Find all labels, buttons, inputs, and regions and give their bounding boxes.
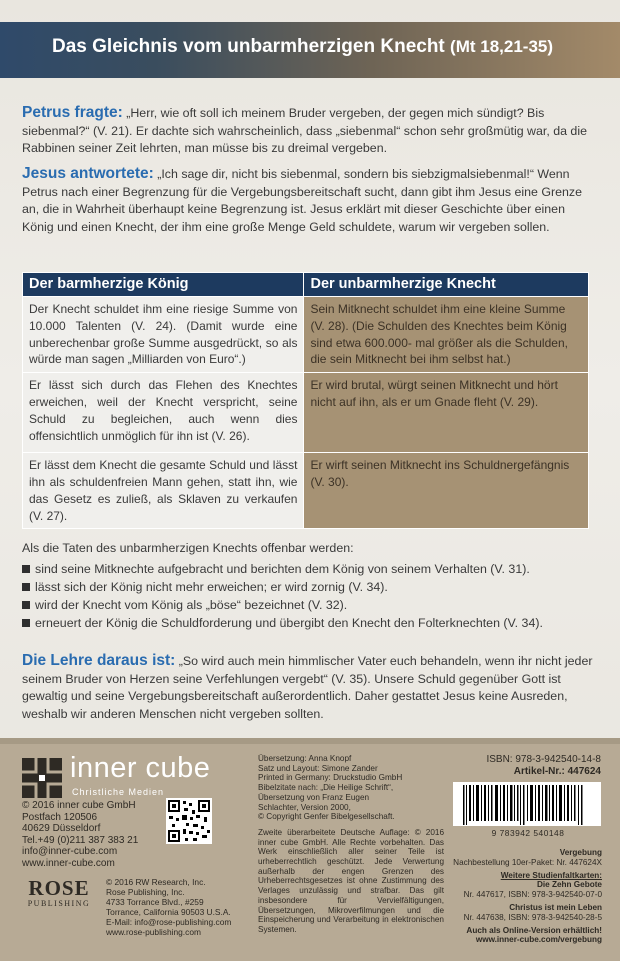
address-line: www.inner-cube.com: [22, 857, 115, 869]
more-card-title: Christus ist mein Leben: [509, 902, 602, 912]
imprint-line: Übersetzung: Anna Knopf: [258, 754, 352, 763]
publisher-address: [22, 800, 138, 870]
list-item-text: sind seine Mitknechte aufgebracht und berichten dem König von seinem Verhalten (V. 31).: [35, 562, 530, 576]
imprint: [258, 754, 444, 935]
more-cards-title: Weitere Studienfaltkarten:: [500, 870, 602, 880]
bullet-square-icon: [22, 619, 30, 627]
address-line: Tel.+49 (0)211 387 383 21: [22, 834, 139, 846]
address-line: 40629 Düsseldorf: [22, 823, 101, 835]
page-title: [52, 36, 553, 58]
article-number: Artikel-Nr.: 447624: [513, 766, 601, 777]
petrus-paragraph: [22, 104, 600, 158]
list-item-text: erneuert der König die Schuldforderung und übergibt den Knecht den Folterknechten (V. 34).: [35, 616, 543, 630]
bullet-square-icon: [22, 601, 30, 609]
table-cell-koenig: Er lässt sich durch das Flehen des Knechtes erweichen, weil der Knecht verspricht, seine Schuld zu begleichen, auch wenn dies offensichtlich unmöglich für ihn ist (V. 26).: [23, 373, 304, 453]
list-item: [22, 560, 543, 578]
isbn: ISBN: 978-3-942540-14-8: [486, 754, 601, 765]
barcode-number: 9 783942 540148: [491, 828, 565, 838]
address-line: info@inner-cube.com: [22, 846, 118, 858]
jesus-lead: Jesus antwortete:: [22, 165, 154, 182]
petrus-text: „Herr, wie oft soll ich meinem Bruder vergeben, der gegen mich sündigt? Bis siebenmal?“ (V. 21). Er dachte sich wahrscheinlich, dass „siebenmal“ schon sehr großmütig war, da die Rabbinen seiner Zeit lehrten, man müsse bis zu dreimal vergeben.: [22, 106, 587, 156]
imprint-line: Übersetzung von Franz Eugen: [258, 792, 370, 802]
imprint-line: Satz und Layout: Simone Zander: [258, 763, 378, 773]
order-line: Nachbestellung 10er-Paket: Nr. 447624X: [453, 857, 602, 867]
address-line: Postfach 120506: [22, 811, 98, 823]
lesson-paragraph: [22, 652, 600, 723]
isbn-block: [455, 754, 601, 778]
imprint-line: Schlachter, Version 2000,: [258, 802, 351, 812]
address-line: Torrance, California 90503 U.S.A.: [106, 907, 231, 917]
list-item: [22, 596, 543, 614]
more-card-number: Nr. 447617, ISBN: 978-3-942540-07-0: [463, 890, 602, 900]
jesus-paragraph: [22, 165, 600, 236]
imprint-line: Bibelzitate nach: „Die Heilige Schrift“,: [258, 783, 394, 793]
address-line: © 2016 RW Research, Inc.: [106, 877, 206, 887]
imprint-line: Printed in Germany: Druckstudio GmbH: [258, 773, 403, 783]
brand-subtitle: Christliche Medien: [72, 787, 165, 797]
rights-notice: Zweite überarbeitete Deutsche Auflage: © 2016 inner cube GmbH. Alle Rechte vorbehalten. Das Werk einschließlich aller seiner Teile ist urheberrechtlich geschützt. Jede Verwertung außerhalb der engen Grenzen des Urheberrechtsgesetzes ist ohne Zustimmung des Verlages unzulässig und strafbar. Das gilt insbesondere für Vervielfältigungen, Übersetzungen, Mikroverfilmungen und die Einspeicherung und Verarbeitung in elektronischen Systemen.: [258, 827, 444, 934]
address-line: Rose Publishing, Inc.: [106, 887, 185, 897]
table-cell-knecht: Er wirft seinen Mitknecht ins Schuldnergefängnis (V. 30).: [304, 453, 589, 529]
lesson-lead: Die Lehre daraus ist:: [22, 652, 176, 669]
comparison-table: [22, 272, 589, 529]
table-header-row: [23, 273, 589, 297]
table-cell-knecht: Er wird brutal, würgt seinen Mitknecht und hört nicht auf ihn, als er um Gnade fleht (V. 29).: [304, 373, 589, 453]
acts-list: [22, 560, 543, 632]
acts-intro: Als die Taten des unbarmherzigen Knechts offenbar werden:: [22, 541, 354, 555]
footer-divider: [0, 738, 620, 744]
table-row: [23, 373, 589, 453]
table-header-koenig: Der barmherzige König: [23, 273, 304, 297]
rose-logo-subtext: PUBLISHING: [27, 899, 91, 908]
bullet-square-icon: [22, 583, 30, 591]
more-card-number: Nr. 447638, ISBN: 978-3-942540-28-5: [463, 912, 602, 922]
table-row: [23, 297, 589, 373]
table-header-knecht: Der unbarmherzige Knecht: [304, 273, 589, 297]
lesson-text: „So wird auch mein himmlischer Vater euch behandeln, wenn ihr nicht jeder seinem Bruder von Herzen seine Verfehlungen vergebt“ (V. 35). Unsere Schuld gegenüber Gott ist gewaltig und seine Vergebungsbereitschaft außerordentlich. Daher gestattet Jesus keine Ausreden, weshalb wir anderen Menschen nicht vergeben sollten.: [22, 654, 593, 721]
order-title: Vergebung: [559, 848, 602, 857]
table-cell-koenig: Der Knecht schuldet ihm eine riesige Summe von 10.000 Talenten (V. 24). (Damit wurde eine unberechenbar große Summe ausgedrückt, so als würde man sagen „Milliarden von Euro“.): [23, 297, 304, 373]
title-banner: [0, 22, 620, 78]
qr-code-icon[interactable]: [166, 798, 212, 844]
address-line: © 2016 inner cube GmbH: [22, 800, 136, 811]
address-line: www.rose-publishing.com: [106, 927, 201, 937]
petrus-lead: Petrus fragte:: [22, 104, 123, 121]
brand-name: inner cube: [70, 752, 211, 784]
list-item: [22, 578, 543, 596]
bullet-square-icon: [22, 565, 30, 573]
rose-publishing-logo: [22, 877, 96, 908]
table-row: [23, 453, 589, 529]
inner-cube-logo-icon: [22, 758, 62, 798]
rose-address: [106, 877, 231, 937]
table-cell-knecht: Sein Mitknecht schuldet ihm eine kleine Summe (V. 28). (Die Schulden des Knechtes beim König sind etwa 600.000- mal größer als die Schulden, die sein Mitknecht bei ihm selbst hat.): [304, 297, 589, 373]
title-text: Das Gleichnis vom unbarmherzigen Knecht: [52, 36, 445, 57]
barcode-icon: [453, 782, 601, 826]
more-card-title: Die Zehn Gebote: [536, 880, 602, 890]
list-item: [22, 614, 543, 632]
order-info: [430, 848, 602, 945]
list-item-text: lässt sich der König nicht mehr erweichen; er wird zornig (V. 34).: [35, 580, 388, 594]
table-cell-koenig: Er lässt dem Knecht die gesamte Schuld und lässt ihn als schuldenfreien Mann gehen, statt ihn, wie das Gesetz es zuließ, als Sklaven zu verkaufen (V. 27).: [23, 453, 304, 529]
address-line: 4733 Torrance Blvd., #259: [106, 897, 204, 907]
address-line: E-Mail: info@rose-publishing.com: [106, 917, 232, 927]
rose-logo-text: ROSE: [28, 876, 90, 900]
list-item-text: wird der Knecht vom König als „böse“ bezeichnet (V. 32).: [35, 598, 348, 612]
online-version-note: Auch als Online-Version erhältlich!: [466, 925, 602, 935]
title-reference: (Mt 18,21-35): [450, 37, 554, 56]
online-version-link[interactable]: www.inner-cube.com/vergebung: [475, 935, 602, 945]
imprint-line: © Copyright Genfer Bibelgesellschaft.: [258, 812, 395, 822]
jesus-text: „Ich sage dir, nicht bis siebenmal, sondern bis siebzigmalsiebenmal!“ Wenn Petrus nach einer Begrenzung für die Vergebungsbereitschaft sucht, dann gibt ihm Jesus eine Grenze an, die in Wahrheit überhaupt keine Begrenzung ist. Jesus erklärt mit dieser Geschichte über einen König und einen Knecht, der ihm eine große Menge Geld schuldete, warum wir vergeben sollen.: [22, 167, 582, 234]
